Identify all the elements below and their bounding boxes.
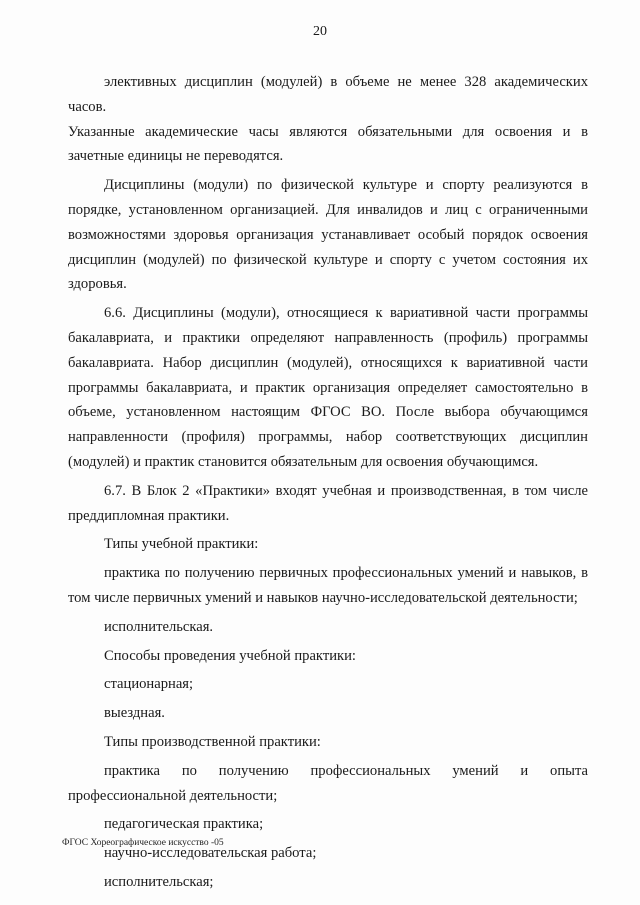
production-practice-type-1-line: [68, 759, 588, 784]
study-practice-type-1: практика по получению первичных профессиональных умений и навыков, в том числе первичных умений и навыков научно-исследовательской деятельности;: [68, 565, 588, 606]
word: получению: [218, 762, 289, 779]
paragraph-academic-hours: Указанные академические часы являются обязательными для освоения и в зачетные единицы не переводятся.: [68, 123, 588, 165]
production-practice-type-2: педагогическая практика;: [104, 816, 264, 833]
production-practice-type-3: научно-исследовательская работа;: [104, 845, 317, 862]
word: умений: [452, 762, 499, 779]
study-practice-types-heading: Типы учебной практики:: [104, 536, 259, 553]
paragraph-6-6: 6.6. Дисциплины (модули), относящиеся к вариативной части программы бакалавриата, и практики определяют направленность (профиль) программы бакалавриата. Набор дисциплин (модулей), относящихся к вариативной части программы бакалавриата, и практик организация определяет самостоятельно в объеме, установленном настоящим ФГОС ВО. После выбора обучающимся направленности (профиля) программы, набор соответствующих дисциплин (модулей) и практик становится обязательным для освоения обучающимся.: [68, 305, 588, 470]
paragraph-6-7: 6.7. В Блок 2 «Практики» входят учебная и производственная, в том числе преддипломная практики.: [68, 482, 588, 524]
word: практика: [104, 762, 161, 779]
word: профессиональных: [310, 762, 431, 779]
document-body: [68, 70, 588, 895]
word: по: [181, 762, 197, 779]
word: и: [520, 762, 529, 779]
paragraph-electives-line: элективных дисциплин (модулей) в объеме не менее 328 академических часов.: [68, 74, 588, 115]
method-field: выездная.: [104, 705, 165, 722]
word: опыта: [550, 762, 588, 779]
study-practice-type-2: исполнительская.: [104, 618, 214, 635]
page-number: 20: [313, 24, 327, 39]
paragraph-physical-culture: Дисциплины (модули) по физической культуре и спорту реализуются в порядке, установленном организацией. Для инвалидов и лиц с ограниченными возможностями здоровья организация устанавливает особый порядок освоения дисциплин (модулей) по физической культуре и спорту с учетом состояния их здоровья.: [68, 177, 588, 293]
study-practice-methods-heading: Способы проведения учебной практики:: [104, 647, 356, 664]
production-practice-type-4: исполнительская;: [104, 873, 214, 890]
production-practice-type-1-cont: профессиональной деятельности;: [68, 787, 278, 804]
method-stationary: стационарная;: [104, 676, 194, 693]
production-practice-types-heading: Типы производственной практики:: [104, 733, 321, 750]
page-footer: ФГОС Хореографическое искусство -05: [62, 838, 224, 848]
